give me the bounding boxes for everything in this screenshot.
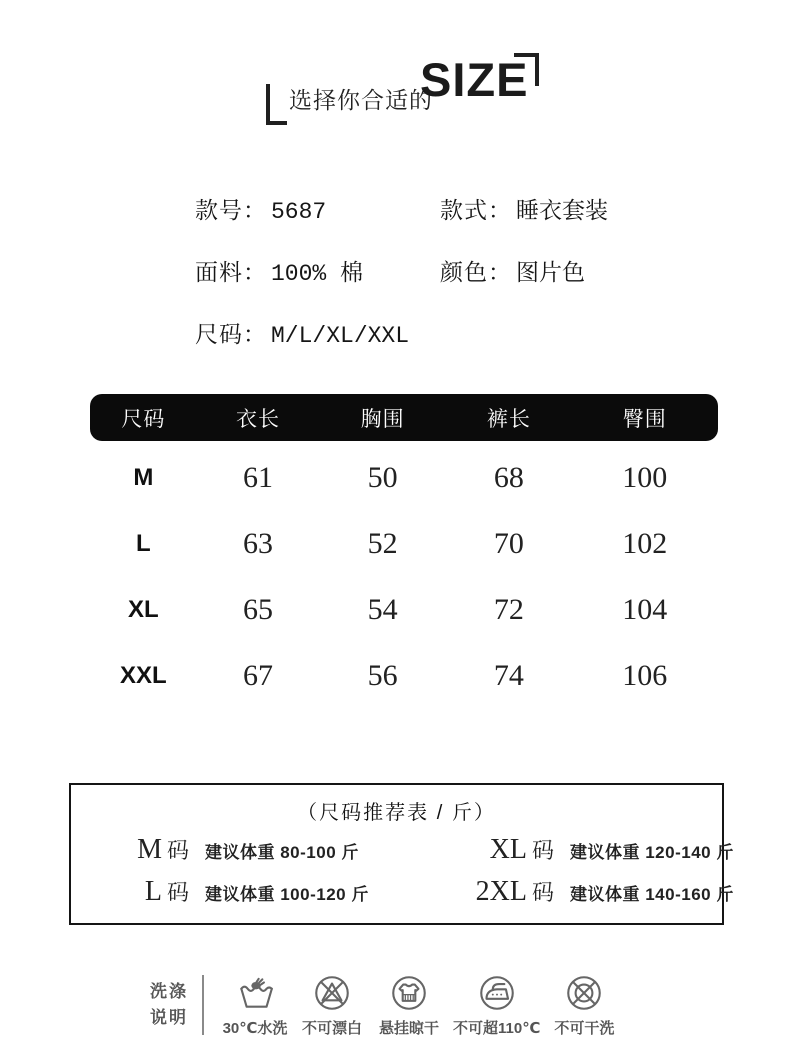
recommendation-title: （尺码推荐表 / 斤） bbox=[297, 802, 496, 824]
field-label: 颜色： bbox=[440, 259, 512, 285]
wash-item bbox=[453, 972, 540, 1038]
wash-item-label: 不可漂白 bbox=[301, 1020, 362, 1037]
field-label: 款号： bbox=[195, 197, 267, 223]
size-cell: L bbox=[136, 530, 151, 557]
header-subtitle: 选择你合适的 bbox=[289, 87, 433, 113]
wash-item-label: 不可干洗 bbox=[554, 1020, 615, 1037]
field-value: 100% 棉 bbox=[271, 261, 364, 287]
recommendation-grid bbox=[71, 834, 734, 908]
measurement-cell: 67 bbox=[242, 659, 273, 692]
wash-item-label: 不可超110℃ bbox=[453, 1020, 541, 1037]
measurement-cell: 104 bbox=[622, 593, 668, 626]
wash-item bbox=[299, 972, 365, 1038]
header-title: SIZE bbox=[420, 53, 529, 106]
no-dry-clean-icon bbox=[563, 972, 605, 1014]
corner-bracket-left bbox=[266, 84, 287, 125]
measurement-cell: 106 bbox=[622, 659, 668, 692]
wash-icon-list bbox=[222, 972, 617, 1038]
size-table-body bbox=[90, 445, 718, 709]
measurement-cell: 100 bbox=[622, 461, 668, 494]
recommend-size-label: XL 码 bbox=[489, 834, 554, 865]
measurement-cell: 61 bbox=[242, 461, 273, 494]
measurement-cell: 72 bbox=[493, 593, 524, 626]
measurement-cell: 102 bbox=[622, 527, 668, 560]
wash-label-line1: 洗涤 bbox=[150, 981, 188, 1001]
recommend-weight-text: 建议体重 140-160 斤 bbox=[570, 885, 734, 904]
field-value: 5687 bbox=[271, 199, 327, 225]
field-label: 款式： bbox=[440, 197, 512, 223]
wash-item bbox=[551, 972, 617, 1038]
measurement-cell: 70 bbox=[493, 527, 524, 560]
field-value: 图片色 bbox=[516, 261, 585, 287]
size-cell: XXL bbox=[120, 662, 167, 689]
recommend-size-label: 2XL 码 bbox=[475, 876, 554, 907]
product-field-style-number bbox=[195, 192, 326, 225]
recommend-weight-text: 建议体重 80-100 斤 bbox=[205, 843, 359, 862]
recommend-weight-text: 建议体重 120-140 斤 bbox=[570, 843, 734, 862]
field-value: M/L/XL/XXL bbox=[271, 323, 410, 349]
wash-item-label: 悬挂晾干 bbox=[378, 1020, 439, 1037]
measurement-cell: 52 bbox=[367, 527, 398, 560]
size-column-header: 胸围 bbox=[360, 407, 405, 431]
measurement-cell: 68 bbox=[493, 461, 524, 494]
iron-max-110-icon bbox=[476, 972, 518, 1014]
recommend-size-label: M 码 bbox=[137, 834, 189, 865]
table-row bbox=[90, 577, 718, 643]
size-cell: M bbox=[133, 464, 154, 491]
wash-label-line2: 说明 bbox=[150, 1008, 188, 1027]
measurement-cell: 65 bbox=[242, 593, 273, 626]
table-row bbox=[90, 445, 718, 511]
field-label: 尺码： bbox=[195, 321, 267, 347]
wash-item bbox=[222, 972, 288, 1038]
recommend-weight-text: 建议体重 100-120 斤 bbox=[205, 885, 369, 904]
table-row bbox=[90, 511, 718, 577]
hang-dry-icon bbox=[388, 972, 430, 1014]
recommend-size-label: L 码 bbox=[144, 876, 189, 907]
measurement-cell: 74 bbox=[493, 659, 524, 692]
wash-care-section bbox=[150, 972, 617, 1038]
hand-wash-icon bbox=[234, 972, 276, 1014]
size-column-header: 臀围 bbox=[622, 407, 667, 431]
product-field-style-type bbox=[440, 192, 608, 225]
product-field-color bbox=[440, 254, 585, 287]
size-column-header: 裤长 bbox=[486, 407, 531, 431]
measurement-cell: 56 bbox=[367, 659, 398, 692]
size-column-header: 尺码 bbox=[121, 407, 166, 431]
wash-item bbox=[376, 972, 442, 1038]
table-row bbox=[90, 643, 718, 709]
field-label: 面料： bbox=[195, 259, 267, 285]
weight-recommendation-box bbox=[69, 783, 734, 925]
size-cell: XL bbox=[128, 596, 159, 623]
wash-item-label: 30℃水洗 bbox=[222, 1020, 288, 1037]
field-value: 睡衣套装 bbox=[516, 199, 608, 225]
wash-care-label bbox=[150, 979, 188, 1032]
corner-bracket-right bbox=[514, 53, 539, 86]
measurement-cell: 63 bbox=[242, 527, 273, 560]
measurement-cell: 54 bbox=[367, 593, 398, 626]
size-column-header: 衣长 bbox=[235, 407, 280, 431]
vertical-divider bbox=[202, 975, 204, 1035]
size-table-header bbox=[90, 394, 718, 441]
no-bleach-icon bbox=[311, 972, 353, 1014]
product-field-sizes bbox=[195, 316, 409, 349]
measurement-cell: 50 bbox=[367, 461, 398, 494]
product-field-fabric bbox=[195, 254, 363, 287]
